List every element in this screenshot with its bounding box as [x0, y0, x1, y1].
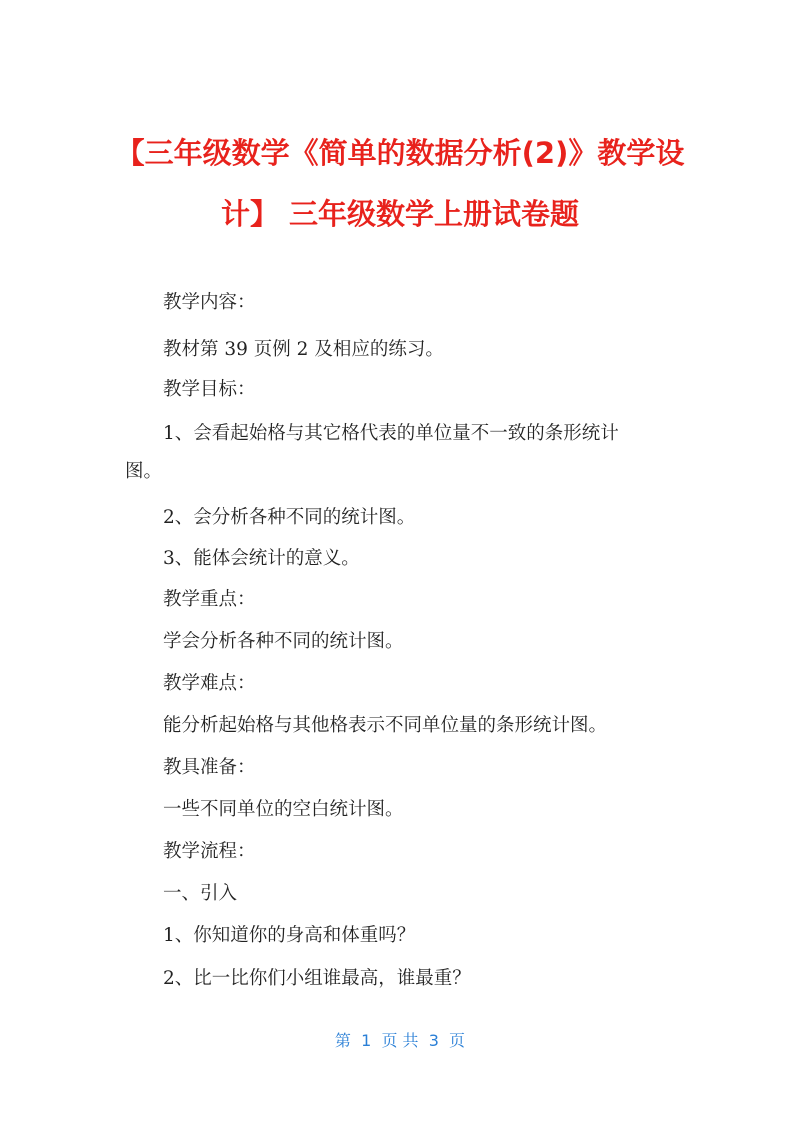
paragraph: 一、引入 — [163, 883, 238, 904]
paragraph: 一些不同单位的空白统计图。 — [163, 799, 404, 820]
paragraph: 2、会分析各种不同的统计图。 — [163, 507, 416, 528]
paragraph: 2、比一比你们小组谁最高，谁最重？ — [163, 968, 471, 989]
section-heading-goals: 教学目标： — [163, 379, 256, 400]
paragraph: 学会分析各种不同的统计图。 — [163, 631, 404, 652]
document-title-line-2: 计】 三年级数学上册试卷题 — [220, 197, 580, 231]
section-heading-materials: 教具准备： — [163, 757, 256, 778]
paragraph: 1、你知道你的身高和体重吗？ — [163, 925, 416, 946]
paragraph: 3、能体会统计的意义。 — [163, 548, 360, 569]
paragraph: 能分析起始格与其他格表示不同单位量的条形统计图。 — [163, 715, 608, 736]
paragraph: 教材第 39 页例 2 及相应的练习。 — [163, 339, 444, 360]
section-heading-process: 教学流程： — [163, 841, 256, 862]
paragraph-continuation: 图。 — [125, 461, 163, 482]
paragraph: 1、会看起始格与其它格代表的单位量不一致的条形统计 — [163, 423, 619, 444]
section-heading-key-points: 教学重点： — [163, 589, 256, 610]
section-heading-difficulties: 教学难点： — [163, 673, 256, 694]
section-heading-content: 教学内容： — [163, 292, 256, 313]
document-title-line-1: 【三年级数学《简单的数据分析(2)》教学设 — [115, 136, 685, 170]
page-footer: 第 1 页 共 3 页 — [334, 1031, 466, 1050]
